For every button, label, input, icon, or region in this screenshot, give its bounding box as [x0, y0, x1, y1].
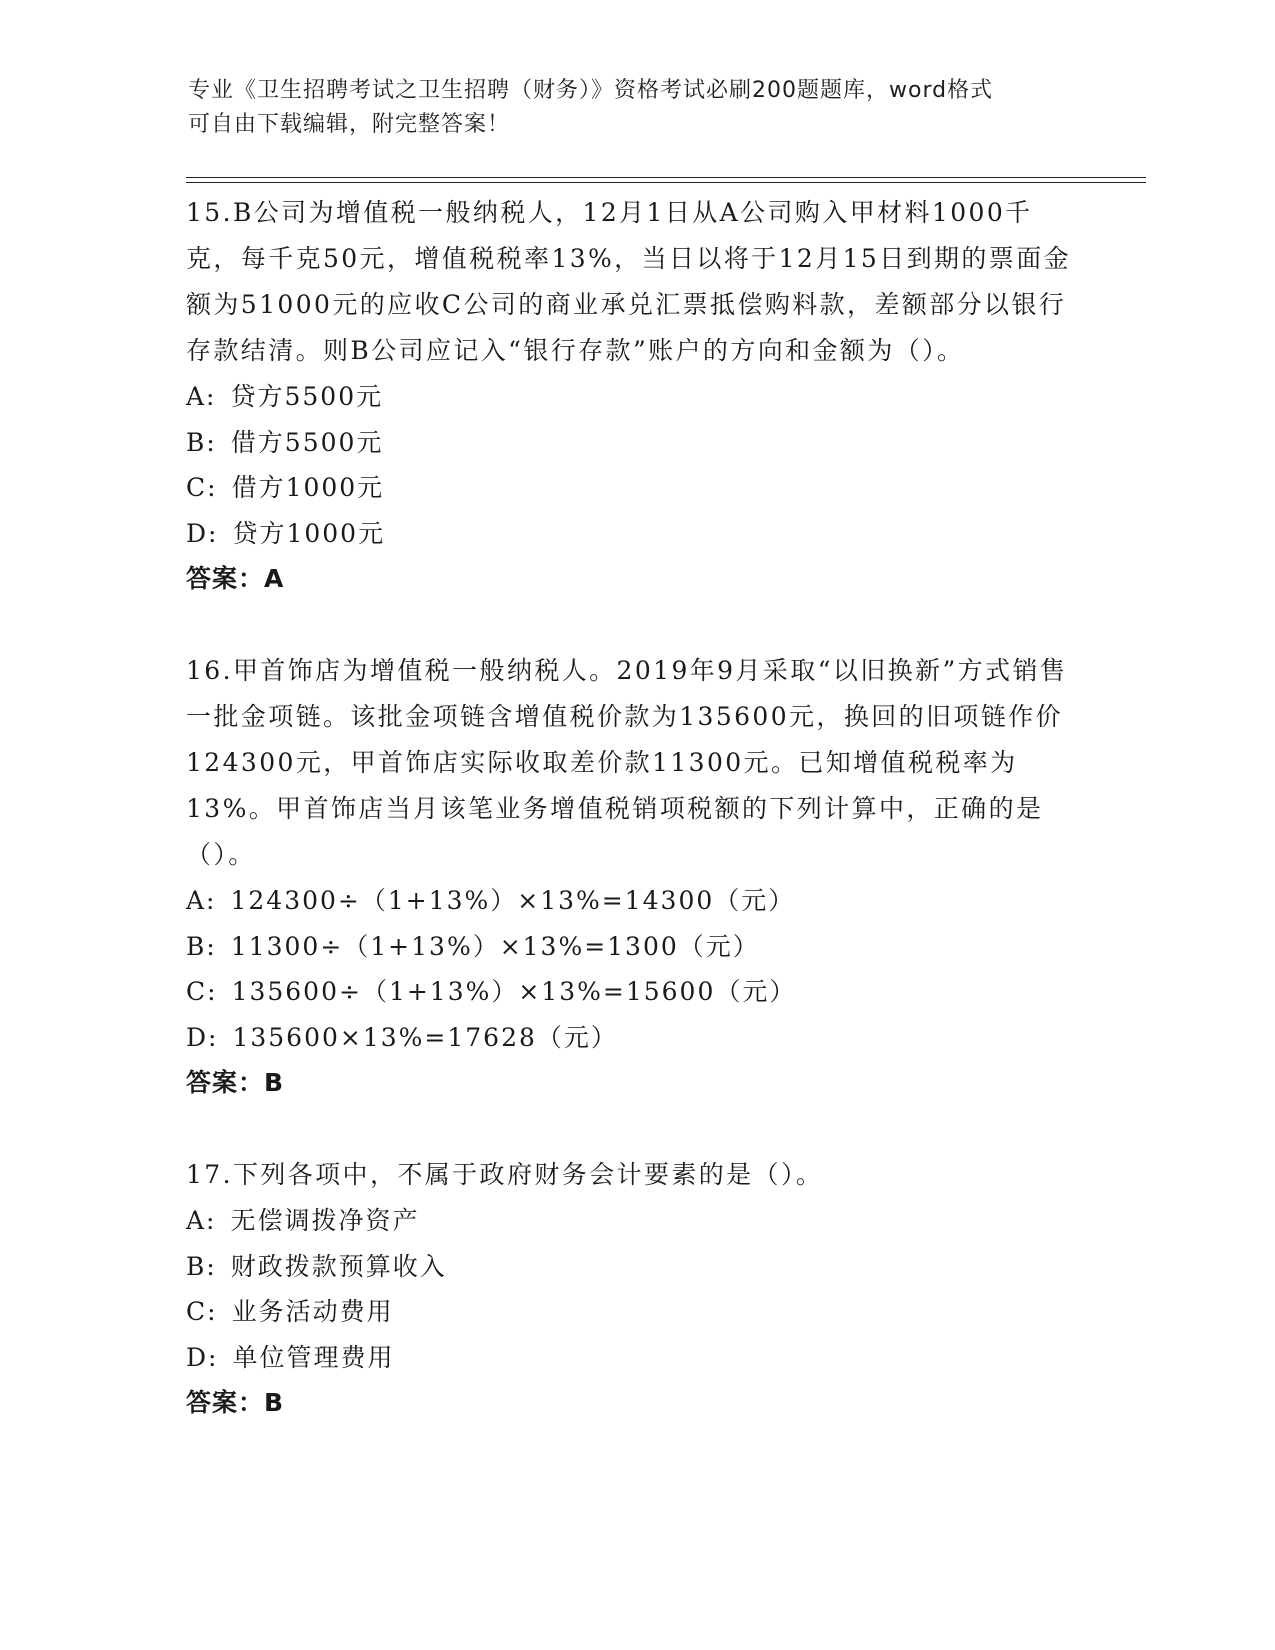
option-label: B: [186, 931, 217, 961]
option-label: B: [186, 427, 217, 457]
option-c [186, 969, 1086, 1015]
question-15 [186, 190, 1086, 602]
option-a [186, 878, 1086, 924]
document-header [188, 74, 1088, 142]
question-text: 15.B公司为增值税一般纳税人，12月1日从A公司购入甲材料1000千克，每千克50元，增值税税率13%，当日以将于12月15日到期的票面金额为51000元的应收C公司的商业承兑汇票抵偿购料款，差额部分以银行存款结清。则B公司应记入“银行存款”账户的方向和金额为（）。 [186, 198, 1072, 365]
option-label: C: [186, 977, 218, 1006]
option-label: A: [186, 382, 217, 411]
option-text: 财政拨款预算收入 [230, 1251, 447, 1281]
header-divider-bottom [186, 182, 1146, 183]
answer-line: 答案：B [186, 1068, 285, 1097]
option-b [186, 924, 1086, 970]
option-label: A: [186, 1206, 217, 1235]
option-d [186, 1335, 1086, 1381]
option-text: 贷方5500元 [230, 382, 384, 411]
option-text: 借方1000元 [231, 473, 385, 502]
option-label: C: [186, 1297, 218, 1326]
answer-line: 答案：B [186, 1388, 285, 1417]
option-text: 无偿调拨净资产 [230, 1206, 420, 1235]
option-label: D: [186, 1022, 219, 1052]
header-divider-top [186, 177, 1146, 178]
option-a [186, 374, 1086, 420]
header-line-1: 专业《卫生招聘考试之卫生招聘（财务）》资格考试必刷200题题库，word格式 [188, 78, 994, 103]
question-text: 16.甲首饰店为增值税一般纳税人。2019年9月采取“以旧换新”方式销售一批金项链。该批金项链含增值税价款为135600元，换回的旧项链作价124300元，甲首饰店实际收取差价款11300元。已知增值税税率为13%。甲首饰店当月该笔业务增值税销项税额的下列计算中，正确的是（）。 [186, 656, 1068, 869]
question-16 [186, 648, 1086, 1106]
header-line-2: 可自由下载编辑，附完整答案！ [188, 112, 511, 137]
option-label: C: [186, 473, 218, 502]
option-c [186, 465, 1086, 511]
answer-line: 答案：A [186, 564, 285, 593]
option-text: 11300÷（1+13%）×13%=1300（元） [230, 931, 760, 961]
option-label: B: [186, 1251, 217, 1281]
option-label: D: [186, 518, 219, 548]
option-text: 业务活动费用 [231, 1297, 394, 1326]
option-d [186, 1015, 1086, 1061]
question-17 [186, 1152, 1086, 1426]
question-list [186, 190, 1086, 1472]
option-text: 124300÷（1+13%）×13%=14300（元） [230, 886, 796, 915]
option-c [186, 1289, 1086, 1335]
option-text: 单位管理费用 [232, 1342, 395, 1372]
option-b [186, 420, 1086, 466]
option-d [186, 511, 1086, 557]
option-b [186, 1244, 1086, 1290]
option-text: 贷方1000元 [232, 518, 386, 548]
question-text: 17.下列各项中，不属于政府财务会计要素的是（）。 [186, 1160, 824, 1189]
option-label: A: [186, 886, 217, 915]
option-text: 135600×13%=17628（元） [232, 1022, 618, 1052]
option-text: 借方5500元 [230, 427, 384, 457]
option-label: D: [186, 1342, 219, 1372]
option-text: 135600÷（1+13%）×13%=15600（元） [231, 977, 797, 1006]
option-a [186, 1198, 1086, 1244]
